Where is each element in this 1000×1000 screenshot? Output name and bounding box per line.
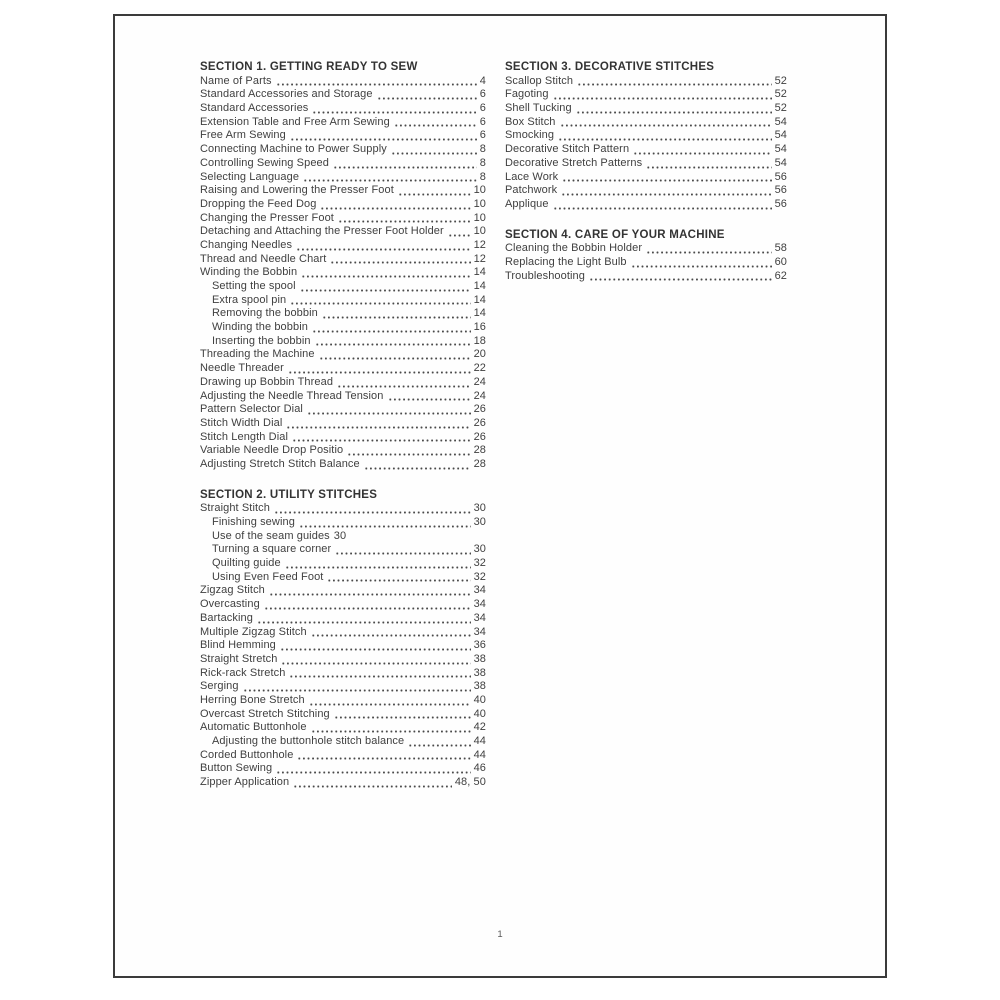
dot-leader (391, 152, 477, 155)
toc-entry (200, 776, 486, 790)
toc-entry-page: 16 (473, 321, 486, 334)
toc-entry-title: Winding the bobbin (212, 321, 308, 334)
toc-entry-page: 42 (473, 721, 486, 734)
toc-entry-page: 52 (774, 74, 787, 87)
toc-entry-title: Automatic Buttonhole (200, 721, 307, 734)
toc-entry (200, 762, 486, 776)
toc-entry-title: Adjusting the buttonhole stitch balance (212, 735, 405, 748)
dot-leader (290, 138, 477, 141)
dot-leader (307, 412, 471, 415)
dot-leader (333, 166, 477, 169)
toc-entry-title: Needle Threader (200, 362, 284, 375)
toc-entry-page: 30 (473, 516, 486, 529)
toc-entry-title: Controlling Sewing Speed (200, 156, 329, 169)
toc-entry-title: Straight Stitch (200, 502, 270, 515)
toc-entry (200, 157, 486, 171)
dot-leader (280, 648, 471, 651)
dot-leader (274, 511, 471, 514)
toc-entry (505, 116, 787, 130)
dot-leader (448, 234, 471, 237)
dot-leader (408, 744, 470, 747)
dot-leader (576, 111, 772, 114)
toc-entry-page: 32 (473, 557, 486, 570)
toc-entry-title: Inserting the bobbin (212, 334, 311, 347)
toc-entry-page: 36 (473, 639, 486, 652)
toc-entry-title: Herring Bone Stretch (200, 693, 305, 706)
toc-entry-title: Raising and Lowering the Presser Foot (200, 184, 394, 197)
toc-entry (505, 102, 787, 116)
dot-leader (646, 166, 771, 169)
dot-leader (292, 439, 471, 442)
toc-entry (200, 444, 486, 458)
dot-leader (257, 621, 471, 624)
toc-entry-title: Patchwork (505, 184, 558, 197)
toc-entry-page: 8 (479, 170, 486, 183)
toc-entry (200, 307, 486, 321)
dot-leader (312, 330, 471, 333)
toc-entry-title: Standard Accessories (200, 102, 309, 115)
dot-leader (286, 426, 470, 429)
toc-entry (200, 184, 486, 198)
toc-entry-title: Corded Buttonhole (200, 748, 294, 761)
dot-leader (553, 207, 772, 210)
dot-leader (276, 771, 470, 774)
dot-leader (320, 207, 470, 210)
toc-entry (505, 157, 787, 171)
toc-entry-title: Dropping the Feed Dog (200, 197, 317, 210)
dot-leader (309, 703, 471, 706)
toc-entry-page: 46 (473, 762, 486, 775)
toc-entry-page: 12 (473, 238, 486, 251)
dot-leader (243, 689, 471, 692)
toc-entry-title: Turning a square corner (212, 543, 332, 556)
dot-leader (377, 97, 477, 100)
toc-column-left (200, 61, 486, 790)
toc-entry-page: 10 (473, 225, 486, 238)
dot-leader (394, 124, 477, 127)
toc-entry-title: Adjusting Stretch Stitch Balance (200, 457, 360, 470)
toc-entry (200, 294, 486, 308)
toc-entry-title: Thread and Needle Chart (200, 252, 327, 265)
dot-leader (322, 316, 471, 319)
toc-entry (200, 653, 486, 667)
toc-entry-page: 38 (473, 652, 486, 665)
toc-entry (200, 143, 486, 157)
toc-entry-title: Changing Needles (200, 238, 293, 251)
toc-entry (505, 143, 787, 157)
section-heading: SECTION 4. CARE OF YOUR MACHINE (505, 228, 725, 241)
toc-entry-page: 8 (479, 143, 486, 156)
toc-entry-title: Overcast Stretch Stitching (200, 707, 330, 720)
dot-leader (589, 278, 772, 281)
toc-entry-title: Threading the Machine (200, 348, 315, 361)
toc-entry (505, 88, 787, 102)
dot-leader (296, 248, 470, 251)
dot-leader (285, 566, 471, 569)
toc-entry-title: Smocking (505, 129, 555, 142)
toc-entry-title: Adjusting the Needle Thread Tension (200, 389, 384, 402)
toc-entry-title: Standard Accessories and Storage (200, 88, 373, 101)
dot-leader (299, 525, 471, 528)
dot-leader (297, 757, 470, 760)
toc-entry (200, 749, 486, 763)
toc-entry (200, 639, 486, 653)
toc-entry (200, 598, 486, 612)
toc-entry (200, 390, 486, 404)
toc-column-right (505, 61, 787, 283)
toc-entry (200, 680, 486, 694)
toc-entry-title: Replacing the Light Bulb (505, 255, 627, 268)
toc-entry-title: Extension Table and Free Arm Sewing (200, 115, 390, 128)
toc-entry (200, 431, 486, 445)
toc-entry-title: Finishing sewing (212, 516, 295, 529)
toc-entry-title: Blind Hemming (200, 639, 276, 652)
toc-entry-page: 26 (473, 430, 486, 443)
toc-entry (200, 75, 486, 89)
page-number: 1 (497, 929, 503, 940)
dot-leader (561, 193, 771, 196)
toc-entry (200, 171, 486, 185)
toc-entry (200, 403, 486, 417)
dot-leader (288, 371, 471, 374)
toc-entry (505, 270, 787, 284)
toc-entry-page: 6 (479, 115, 486, 128)
toc-entry (505, 198, 787, 212)
toc-entry-page: 38 (473, 680, 486, 693)
toc-entry-page: 14 (473, 280, 486, 293)
toc-entry-title: Decorative Stretch Patterns (505, 156, 643, 169)
toc-entry (200, 530, 486, 544)
toc-entry (200, 694, 486, 708)
toc-entry-title: Changing the Presser Foot (200, 211, 334, 224)
dot-leader (398, 193, 471, 196)
toc-entry-title: Zipper Application (200, 776, 290, 789)
dot-leader (633, 152, 771, 155)
toc-entry-page: 8 (479, 156, 486, 169)
toc-entry (200, 239, 486, 253)
toc-entry-page: 56 (774, 197, 787, 210)
toc-entry-title: Stitch Length Dial (200, 430, 289, 443)
toc-entry-page: 62 (774, 269, 787, 282)
dot-leader (327, 579, 470, 582)
toc-entry-title: Straight Stretch (200, 652, 278, 665)
toc-entry (200, 584, 486, 598)
toc-entry-page: 54 (774, 129, 787, 142)
toc-entry (505, 242, 787, 256)
toc-entry-title: Zigzag Stitch (200, 584, 265, 597)
toc-entry-title: Quilting guide (212, 557, 281, 570)
dot-leader (319, 357, 471, 360)
toc-entry (200, 708, 486, 722)
toc-section (200, 61, 486, 472)
toc-entry-title: Selecting Language (200, 170, 300, 183)
toc-entry-page: 40 (473, 693, 486, 706)
toc-entry-title: Detaching and Attaching the Presser Foot Holder (200, 225, 444, 238)
toc-section (200, 489, 486, 790)
toc-entry-title: Troubleshooting (505, 269, 585, 282)
dot-leader (577, 83, 772, 86)
toc-entry-title: Variable Needle Drop Positio (200, 444, 344, 457)
toc-entry-page: 28 (473, 457, 486, 470)
toc-section (505, 61, 787, 212)
toc-entry-title: Free Arm Sewing (200, 129, 286, 142)
toc-entry-page: 6 (479, 129, 486, 142)
toc-entry (505, 75, 787, 89)
toc-entry (200, 198, 486, 212)
toc-entry-title: Applique (505, 197, 549, 210)
toc-entry-page: 14 (473, 266, 486, 279)
dot-leader (388, 398, 471, 401)
toc-entry-page: 10 (473, 197, 486, 210)
dot-leader (281, 662, 470, 665)
dot-leader (553, 97, 772, 100)
toc-entry (200, 543, 486, 557)
toc-entry-page: 44 (473, 735, 486, 748)
toc-entry-title: Lace Work (505, 170, 559, 183)
toc-entry (505, 129, 787, 143)
dot-leader (311, 634, 471, 637)
toc-entry (200, 266, 486, 280)
table-of-contents (200, 61, 787, 790)
toc-entry-page: 24 (473, 375, 486, 388)
toc-entry-title: Stitch Width Dial (200, 416, 283, 429)
section-heading: SECTION 3. DECORATIVE STITCHES (505, 61, 715, 73)
toc-entry-title: Box Stitch (505, 115, 556, 128)
toc-entry-title: Button Sewing (200, 762, 273, 775)
toc-entry-title: Decorative Stitch Pattern (505, 143, 630, 156)
toc-entry (200, 376, 486, 390)
toc-entry (200, 102, 486, 116)
toc-entry (200, 335, 486, 349)
toc-entry-page: 54 (774, 115, 787, 128)
toc-entry-title: Pattern Selector Dial (200, 403, 303, 416)
toc-entry (200, 667, 486, 681)
toc-entry (200, 225, 486, 239)
toc-entry-title: Serging (200, 680, 239, 693)
toc-entry-page: 34 (473, 625, 486, 638)
toc-entry-title: Fagoting (505, 88, 549, 101)
toc-entry-page: 24 (473, 389, 486, 402)
toc-entry-page: 48, 50 (454, 776, 486, 789)
toc-entry-page: 28 (473, 444, 486, 457)
dot-leader (330, 261, 470, 264)
dot-leader (293, 785, 452, 788)
toc-entry-page: 60 (774, 255, 787, 268)
toc-entry (200, 253, 486, 267)
dot-leader (338, 220, 471, 223)
toc-entry-page: 40 (473, 707, 486, 720)
dot-leader (558, 138, 771, 141)
toc-entry (200, 129, 486, 143)
toc-entry-page: 22 (473, 362, 486, 375)
toc-entry-title: Using Even Feed Foot (212, 570, 324, 583)
dot-leader (311, 730, 471, 733)
toc-entry (200, 280, 486, 294)
dot-leader (646, 251, 771, 254)
dot-leader (562, 179, 771, 182)
dot-leader (315, 343, 471, 346)
toc-entry (505, 256, 787, 270)
toc-entry (200, 502, 486, 516)
dot-leader (335, 552, 470, 555)
toc-entry (200, 116, 486, 130)
toc-entry-page: 26 (473, 416, 486, 429)
toc-entry (200, 721, 486, 735)
section-heading: SECTION 1. GETTING READY TO SEW (200, 61, 418, 73)
toc-entry-page: 18 (473, 334, 486, 347)
toc-entry (505, 184, 787, 198)
dot-leader (347, 453, 470, 456)
toc-entry-page: 10 (473, 184, 486, 197)
toc-entry (200, 362, 486, 376)
toc-entry (200, 458, 486, 472)
toc-entry (200, 557, 486, 571)
manual-toc-page (113, 14, 887, 978)
toc-entry-title: Winding the Bobbin (200, 266, 298, 279)
toc-entry-title: Removing the bobbin (212, 307, 318, 320)
toc-entry-page: 30 (333, 529, 347, 542)
toc-entry (200, 612, 486, 626)
toc-entry-page: 52 (774, 102, 787, 115)
toc-entry-page: 4 (479, 74, 486, 87)
toc-entry (200, 348, 486, 362)
toc-entry-page: 34 (473, 598, 486, 611)
toc-entry (200, 735, 486, 749)
toc-entry-page: 20 (473, 348, 486, 361)
toc-entry-page: 6 (479, 102, 486, 115)
toc-entry-title: Drawing up Bobbin Thread (200, 375, 334, 388)
toc-entry-page: 56 (774, 184, 787, 197)
toc-entry-title: Setting the spool (212, 280, 296, 293)
dot-leader (560, 124, 772, 127)
toc-entry-page: 10 (473, 211, 486, 224)
toc-entry-title: Extra spool pin (212, 293, 287, 306)
toc-entry-title: Use of the seam guides (212, 529, 330, 542)
toc-entry (200, 321, 486, 335)
dot-leader (276, 83, 477, 86)
toc-entry (200, 417, 486, 431)
toc-entry (200, 88, 486, 102)
dot-leader (290, 302, 470, 305)
toc-entry-page: 32 (473, 570, 486, 583)
dot-leader (264, 607, 471, 610)
toc-entry-title: Scallop Stitch (505, 74, 574, 87)
toc-entry (200, 212, 486, 226)
dot-leader (269, 593, 471, 596)
toc-entry (505, 171, 787, 185)
toc-entry-page: 30 (473, 543, 486, 556)
toc-entry-page: 12 (473, 252, 486, 265)
dot-leader (303, 179, 477, 182)
dot-leader (301, 275, 470, 278)
toc-entry (200, 626, 486, 640)
toc-entry-page: 54 (774, 156, 787, 169)
toc-entry-page: 34 (473, 611, 486, 624)
toc-entry-page: 14 (473, 307, 486, 320)
dot-leader (334, 716, 471, 719)
toc-entry-page: 30 (473, 502, 486, 515)
toc-entry-title: Cleaning the Bobbin Holder (505, 242, 643, 255)
toc-entry-title: Overcasting (200, 598, 260, 611)
dot-leader (337, 385, 471, 388)
toc-section (505, 229, 787, 284)
toc-entry-page: 38 (473, 666, 486, 679)
dot-leader (300, 289, 471, 292)
toc-entry-page: 58 (774, 242, 787, 255)
toc-entry (200, 516, 486, 530)
toc-entry-page: 34 (473, 584, 486, 597)
toc-entry-title: Name of Parts (200, 74, 272, 87)
dot-leader (289, 675, 470, 678)
toc-entry-title: Rick-rack Stretch (200, 666, 286, 679)
toc-entry-page: 6 (479, 88, 486, 101)
toc-entry (200, 571, 486, 585)
toc-entry-title: Shell Tucking (505, 102, 572, 115)
toc-entry-page: 26 (473, 403, 486, 416)
toc-entry-title: Multiple Zigzag Stitch (200, 625, 307, 638)
toc-entry-page: 54 (774, 143, 787, 156)
section-heading: SECTION 2. UTILITY STITCHES (200, 488, 378, 501)
toc-entry-title: Connecting Machine to Power Supply (200, 143, 387, 156)
toc-entry-title: Bartacking (200, 611, 253, 624)
toc-entry-page: 56 (774, 170, 787, 183)
toc-entry-page: 44 (473, 748, 486, 761)
toc-entry-page: 52 (774, 88, 787, 101)
dot-leader (312, 111, 476, 114)
dot-leader (364, 467, 471, 470)
dot-leader (631, 265, 772, 268)
toc-entry-page: 14 (473, 293, 486, 306)
